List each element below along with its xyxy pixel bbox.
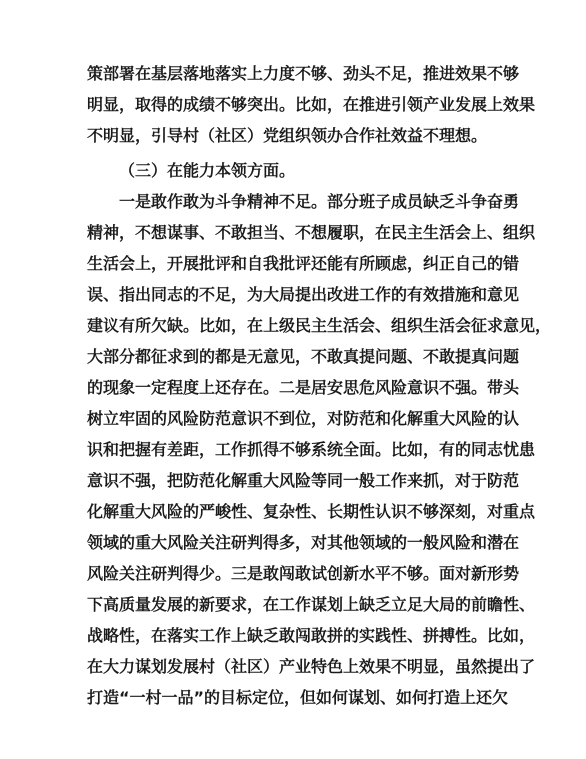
text-line: 树立牢固的风险防范意识不到位，对防范和化解重大风险的认 — [87, 409, 520, 428]
text-line: 识和把握有差距，工作抓得不够系统全面。比如，有的同志忧患 — [87, 440, 536, 459]
text-line: 生活会上，开展批评和自我批评还能有所顾虑，纠正自己的错 — [87, 254, 520, 273]
text-line: 的现象一定程度上还存在。二是居安思危风险意识不强。带头 — [87, 378, 520, 397]
text-line: 战略性，在落实工作上缺乏敢闯敢拼的实践性、拼搏性。比如， — [87, 626, 536, 645]
paragraph-ability — [87, 186, 552, 713]
text-line: 误、指出同志的不足，为大局提出改进工作的有效措施和意见 — [87, 285, 520, 304]
text-line: 大部分都征求到的都是无意见，不敢真提问题、不敢提真问题 — [87, 347, 520, 366]
text-line: 策部署在基层落地落实上力度不够、劲头不足，推进效果不够 — [87, 64, 520, 83]
text-line: 不明显，引导村（社区）党组织领办合作社效益不理想。 — [87, 126, 488, 145]
text-line: 明显，取得的成绩不够突出。比如，在推进引领产业发展上效果 — [87, 95, 536, 114]
text-line: 领域的重大风险关注研判得多，对其他领域的一般风险和潜在 — [87, 533, 520, 552]
section-heading: （三）在能力本领方面。 — [119, 161, 296, 180]
text-line: 意识不强，把防范化解重大风险等同一般工作来抓，对于防范 — [87, 471, 520, 490]
text-line: 在大力谋划发展村（社区）产业特色上效果不明显，虽然提出了 — [87, 657, 536, 676]
text-line: 下高质量发展的新要求，在工作谋划上缺乏立足大局的前瞻性、 — [87, 595, 536, 614]
text-line: 精神，不想谋事、不敢担当、不想履职，在民主生活会上、组织 — [87, 223, 536, 242]
text-line: 一是敢作敢为斗争精神不足。部分班子成员缺乏斗争奋勇 — [119, 192, 520, 211]
paragraph-continued — [87, 58, 536, 151]
text-line: 建议有所欠缺。比如，在上级民主生活会、组织生活会征求意见， — [87, 316, 552, 335]
text-line: 化解重大风险的严峻性、复杂性、长期性认识不够深刻，对重点 — [87, 502, 536, 521]
document-body — [87, 58, 552, 713]
text-line: 风险关注研判得少。三是敢闯敢试创新水平不够。面对新形势 — [87, 564, 520, 583]
text-line: 打造“一村一品”的目标定位，但如何谋划、如何打造上还欠 — [87, 688, 509, 707]
